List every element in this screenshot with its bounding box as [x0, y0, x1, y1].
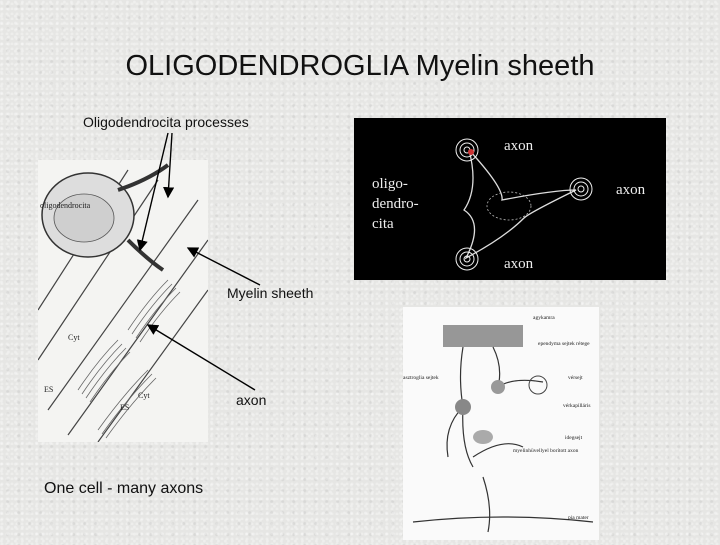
bottom-label-ependyma: ependyma sejtek rétege — [538, 341, 590, 347]
es-mark: ES — [44, 385, 54, 394]
slide-title: OLIGODENDROGLIA Myelin sheeth — [125, 50, 595, 82]
bottom-label-idegsejt: idegsejt — [565, 435, 583, 441]
bottom-label-pia-mater: pia mater — [568, 515, 589, 521]
cyt-mark-2: Cyt — [138, 391, 150, 400]
oligodendrocita-label: oligodendrocita — [40, 201, 91, 210]
bottom-label-versejt: vérsejt — [568, 375, 583, 381]
axon-label-right: axon — [616, 182, 646, 198]
bottom-label-verkapillaris: vérkapilláris — [563, 403, 591, 409]
cyt-mark: Cyt — [68, 333, 80, 342]
oligodendrocyte-axon-diagram — [354, 118, 666, 280]
oligodendrocyte-illustration — [38, 160, 208, 442]
label-myelin-sheeth: Myelin sheeth — [227, 285, 314, 301]
bottom-label-agykamra: agykamra — [533, 315, 555, 321]
axon-label-bottom: axon — [504, 256, 534, 272]
label-axon: axon — [236, 392, 267, 408]
oligo-label-line1: oligo- — [372, 176, 408, 192]
bottom-label-myelin-axon: myelinhüvellyel borított axon — [513, 448, 579, 454]
bottom-label-asztroglia: asztroglia sejtek — [403, 375, 439, 381]
oligo-label-line3: cita — [372, 216, 394, 232]
label-oligodendrocita-processes: Oligodendrocita processes — [83, 114, 249, 130]
oligo-label-line2: dendro- — [372, 196, 419, 212]
label-one-cell-many-axons: One cell - many axons — [44, 480, 204, 497]
es-mark-2: ES — [120, 403, 130, 412]
axon-label-top: axon — [504, 138, 534, 154]
neuroglia-diagram — [403, 307, 599, 540]
